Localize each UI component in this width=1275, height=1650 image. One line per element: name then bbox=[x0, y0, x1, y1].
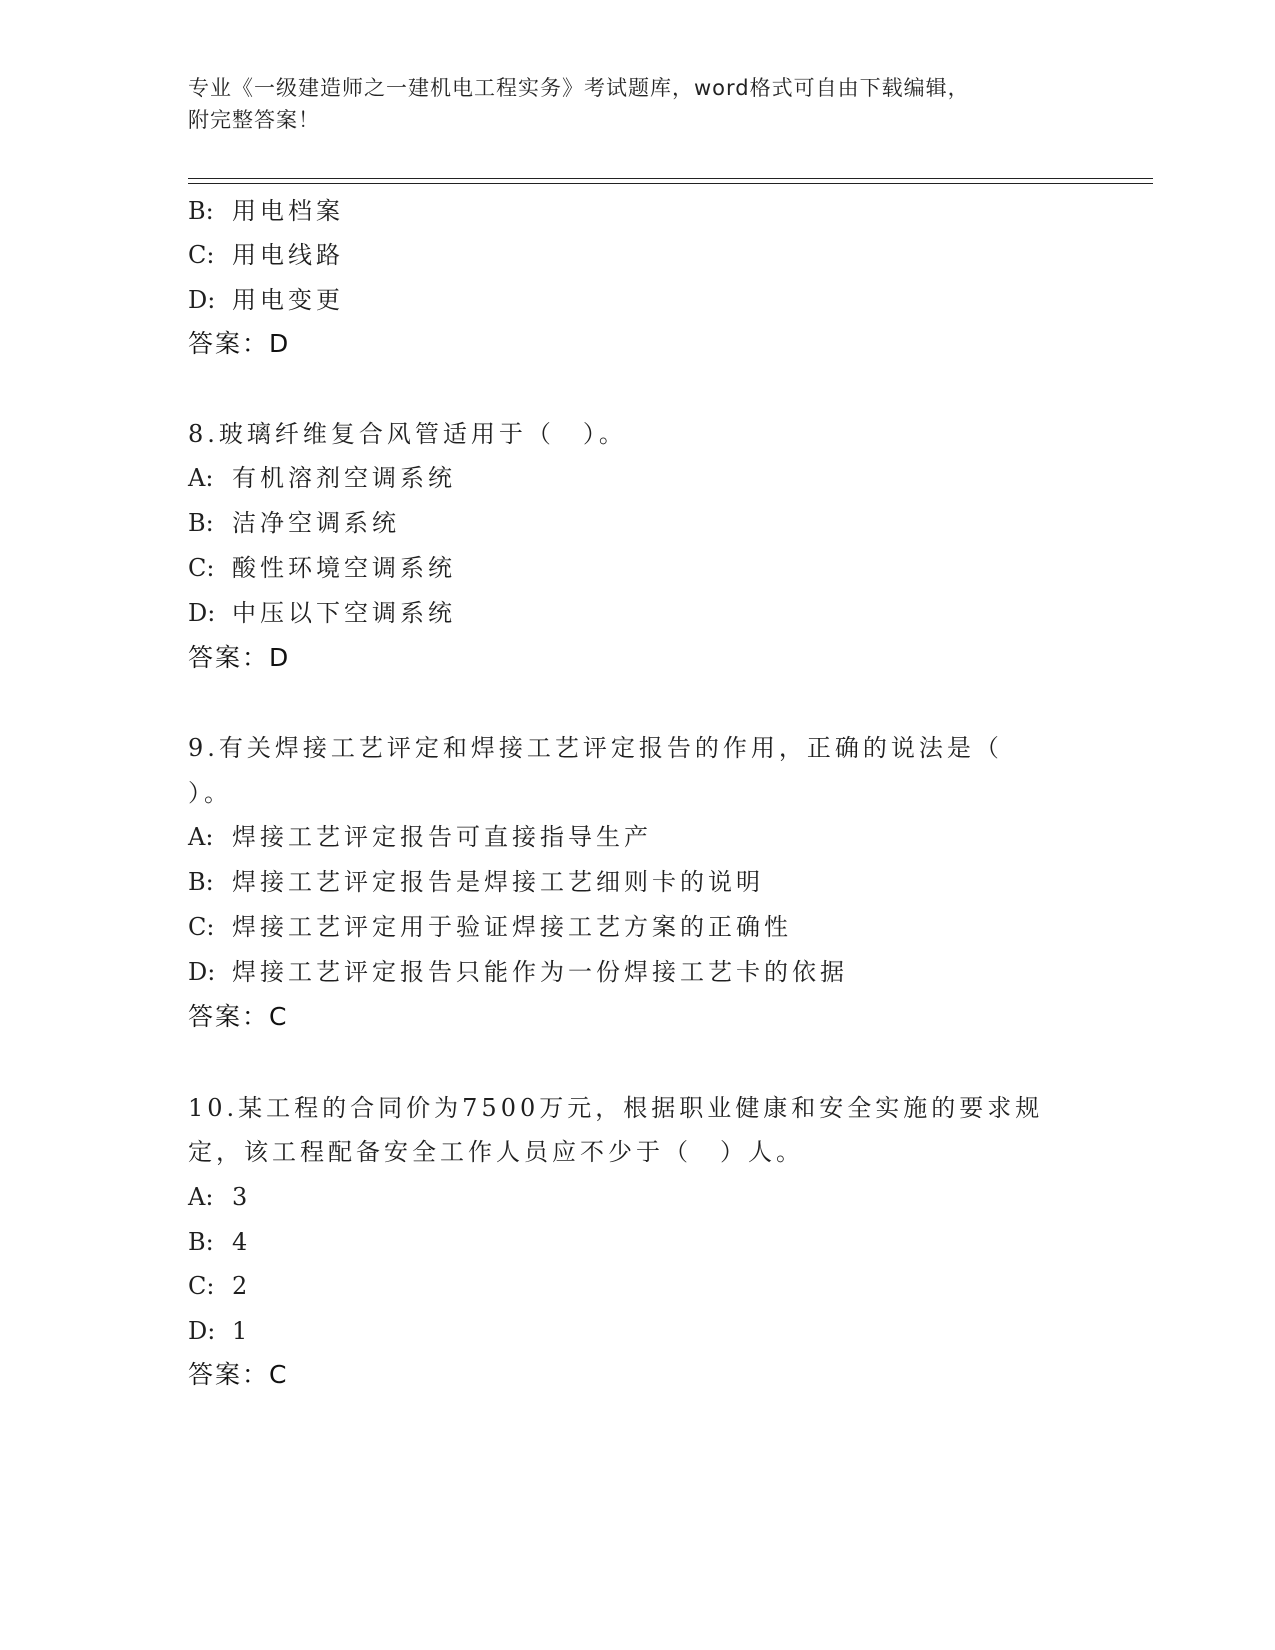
option-label: D: bbox=[188, 286, 216, 314]
option-text: 洁净空调系统 bbox=[232, 509, 400, 537]
q10-option-a bbox=[188, 1181, 251, 1213]
q7-answer bbox=[188, 328, 290, 360]
q7-option-d bbox=[188, 284, 344, 316]
option-label: B: bbox=[188, 509, 214, 537]
option-label: C: bbox=[188, 241, 215, 269]
option-text: 1 bbox=[232, 1317, 252, 1345]
q9-option-a bbox=[188, 821, 652, 853]
option-text: 焊接工艺评定报告只能作为一份焊接工艺卡的依据 bbox=[232, 958, 848, 986]
option-text: 3 bbox=[232, 1183, 252, 1211]
option-label: B: bbox=[188, 868, 214, 896]
header-divider-bottom bbox=[188, 183, 1153, 184]
q9-answer bbox=[188, 1001, 288, 1033]
option-text: 有机溶剂空调系统 bbox=[232, 464, 456, 492]
option-text: 用电档案 bbox=[232, 197, 344, 225]
answer-label: 答案： bbox=[188, 1360, 270, 1389]
q8-option-b bbox=[188, 507, 400, 539]
option-text: 焊接工艺评定报告可直接指导生产 bbox=[232, 823, 652, 851]
option-text: 焊接工艺评定用于验证焊接工艺方案的正确性 bbox=[232, 913, 792, 941]
q9-option-d bbox=[188, 956, 848, 988]
option-text: 4 bbox=[232, 1228, 252, 1256]
option-text: 用电变更 bbox=[232, 286, 344, 314]
q9-option-c bbox=[188, 911, 792, 943]
option-label: A: bbox=[188, 823, 214, 851]
q9-option-b bbox=[188, 866, 764, 898]
option-text: 中压以下空调系统 bbox=[232, 599, 456, 627]
q10-answer bbox=[188, 1359, 288, 1391]
answer-label: 答案： bbox=[188, 1002, 270, 1031]
q10-stem-line-2: 定，该工程配备安全工作人员应不少于（ ）人。 bbox=[188, 1138, 804, 1166]
q8-answer bbox=[188, 642, 290, 674]
q8-option-d bbox=[188, 597, 456, 629]
header-line-1: 专业《一级建造师之一建机电工程实务》考试题库，word格式可自由下载编辑， bbox=[188, 76, 970, 100]
answer-value: D bbox=[269, 329, 291, 358]
option-label: A: bbox=[188, 1183, 214, 1211]
q8-option-a bbox=[188, 462, 456, 494]
option-label: C: bbox=[188, 913, 215, 941]
option-text: 用电线路 bbox=[232, 241, 344, 269]
answer-label: 答案： bbox=[188, 329, 270, 358]
header-line-2: 附完整答案！ bbox=[188, 108, 320, 132]
option-label: D: bbox=[188, 599, 216, 627]
option-label: C: bbox=[188, 554, 215, 582]
answer-value: D bbox=[269, 643, 291, 672]
q10-option-d bbox=[188, 1315, 251, 1347]
q9-stem-line-1: 9.有关焊接工艺评定和焊接工艺评定报告的作用，正确的说法是（ bbox=[188, 734, 1003, 762]
answer-label: 答案： bbox=[188, 643, 270, 672]
q7-option-c bbox=[188, 239, 344, 271]
option-text: 2 bbox=[232, 1272, 252, 1300]
answer-value: C bbox=[269, 1002, 289, 1031]
q10-stem-line-1: 10.某工程的合同价为7500万元，根据职业健康和安全实施的要求规 bbox=[188, 1094, 1044, 1122]
q7-option-b bbox=[188, 195, 344, 227]
q8-option-c bbox=[188, 552, 456, 584]
option-label: D: bbox=[188, 1317, 216, 1345]
document-header bbox=[188, 72, 1088, 136]
option-label: B: bbox=[188, 197, 214, 225]
answer-value: C bbox=[269, 1360, 289, 1389]
option-label: A: bbox=[188, 464, 214, 492]
option-text: 酸性环境空调系统 bbox=[232, 554, 456, 582]
q10-option-b bbox=[188, 1226, 251, 1258]
q8-stem: 8.玻璃纤维复合风管适用于（ ）。 bbox=[188, 420, 627, 448]
option-label: B: bbox=[188, 1228, 214, 1256]
option-text: 焊接工艺评定报告是焊接工艺细则卡的说明 bbox=[232, 868, 764, 896]
header-divider-top bbox=[188, 178, 1153, 179]
q9-stem-line-2: ）。 bbox=[188, 779, 232, 807]
q10-option-c bbox=[188, 1270, 251, 1302]
option-label: C: bbox=[188, 1272, 215, 1300]
option-label: D: bbox=[188, 958, 216, 986]
